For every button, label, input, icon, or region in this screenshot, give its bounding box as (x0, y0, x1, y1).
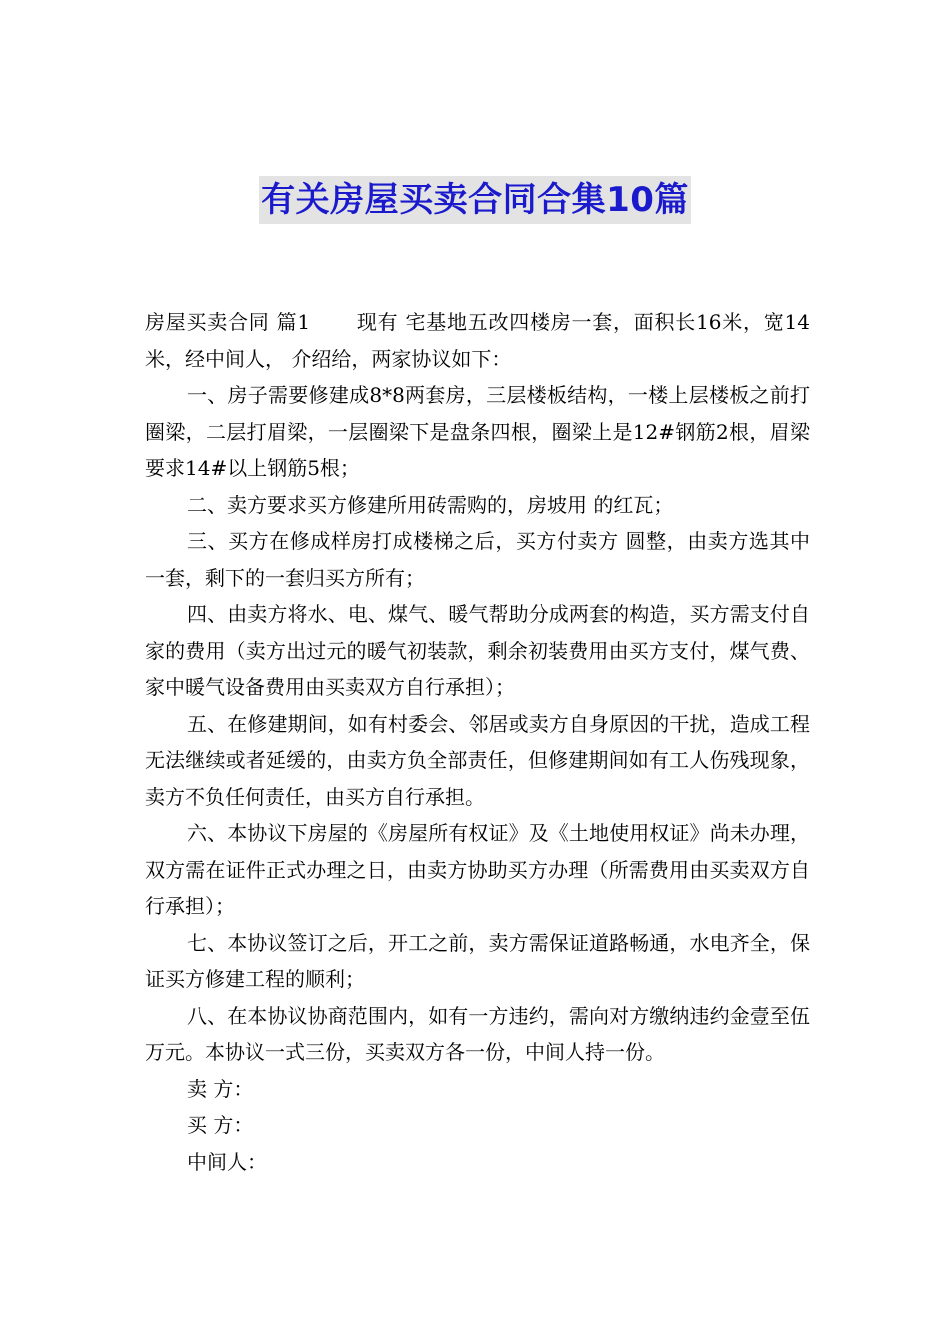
clause-1: 一、房子需要修建成8*8两套房，三层楼板结构，一楼上层楼板之前打圈梁，二层打眉梁，一层圈梁下是盘条四根，圈梁上是12#钢筋2根，眉梁要求14#以上钢筋5根； (145, 383, 810, 480)
clause-5: 五、在修建期间，如有村委会、邻居或卖方自身原因的干扰，造成工程无法继续或者延缓的，由卖方负全部责任，但修建期间如有工人伤残现象，卖方不负任何责任，由买方自行承担。 (145, 711, 810, 809)
intro-text: 现有 宅基地五改四楼房一套，面积长16米，宽14米，经中间人， 介绍给，两家协议如下： (145, 310, 810, 371)
clause-8: 八、在本协议协商范围内，如有一方违约，需向对方缴纳违约金壹至伍万元。本协议一式三份，买卖双方各一份，中间人持一份。 (145, 1003, 810, 1064)
clause-6: 六、本协议下房屋的《房屋所有权证》及《土地使用权证》尚未办理，双方需在证件正式办理之日，由卖方协助买方办理（所需费用由买卖双方自行承担）； (145, 821, 810, 918)
contract-heading: 房屋买卖合同 篇1 (145, 310, 311, 334)
signature-seller: 卖 方： (187, 1076, 254, 1101)
document-title: 有关房屋买卖合同合集10篇 (259, 176, 691, 224)
clause-2: 二、卖方要求买方修建所用砖需购的，房坡用 的红瓦； (187, 492, 674, 517)
title-wrap (0, 176, 950, 224)
document-body (145, 304, 810, 1180)
clause-3: 三、买方在修成样房打成楼梯之后，买方付卖方 圆整，由卖方选其中一套，剩下的一套归买方所有； (145, 529, 810, 590)
intro-paragraph (145, 304, 810, 377)
signature-middleman: 中间人： (187, 1149, 267, 1174)
signature-buyer: 买 方： (187, 1113, 254, 1137)
clause-7: 七、本协议签订之后，开工之前，卖方需保证道路畅通，水电齐全，保证买方修建工程的顺利； (145, 930, 810, 991)
clause-4: 四、由卖方将水、电、煤气、暖气帮助分成两套的构造，买方需支付自家的费用（卖方出过元的暖气初装款，剩余初装费用由买方支付，煤气费、家中暖气设备费用由买卖双方自行承担）； (145, 602, 810, 699)
